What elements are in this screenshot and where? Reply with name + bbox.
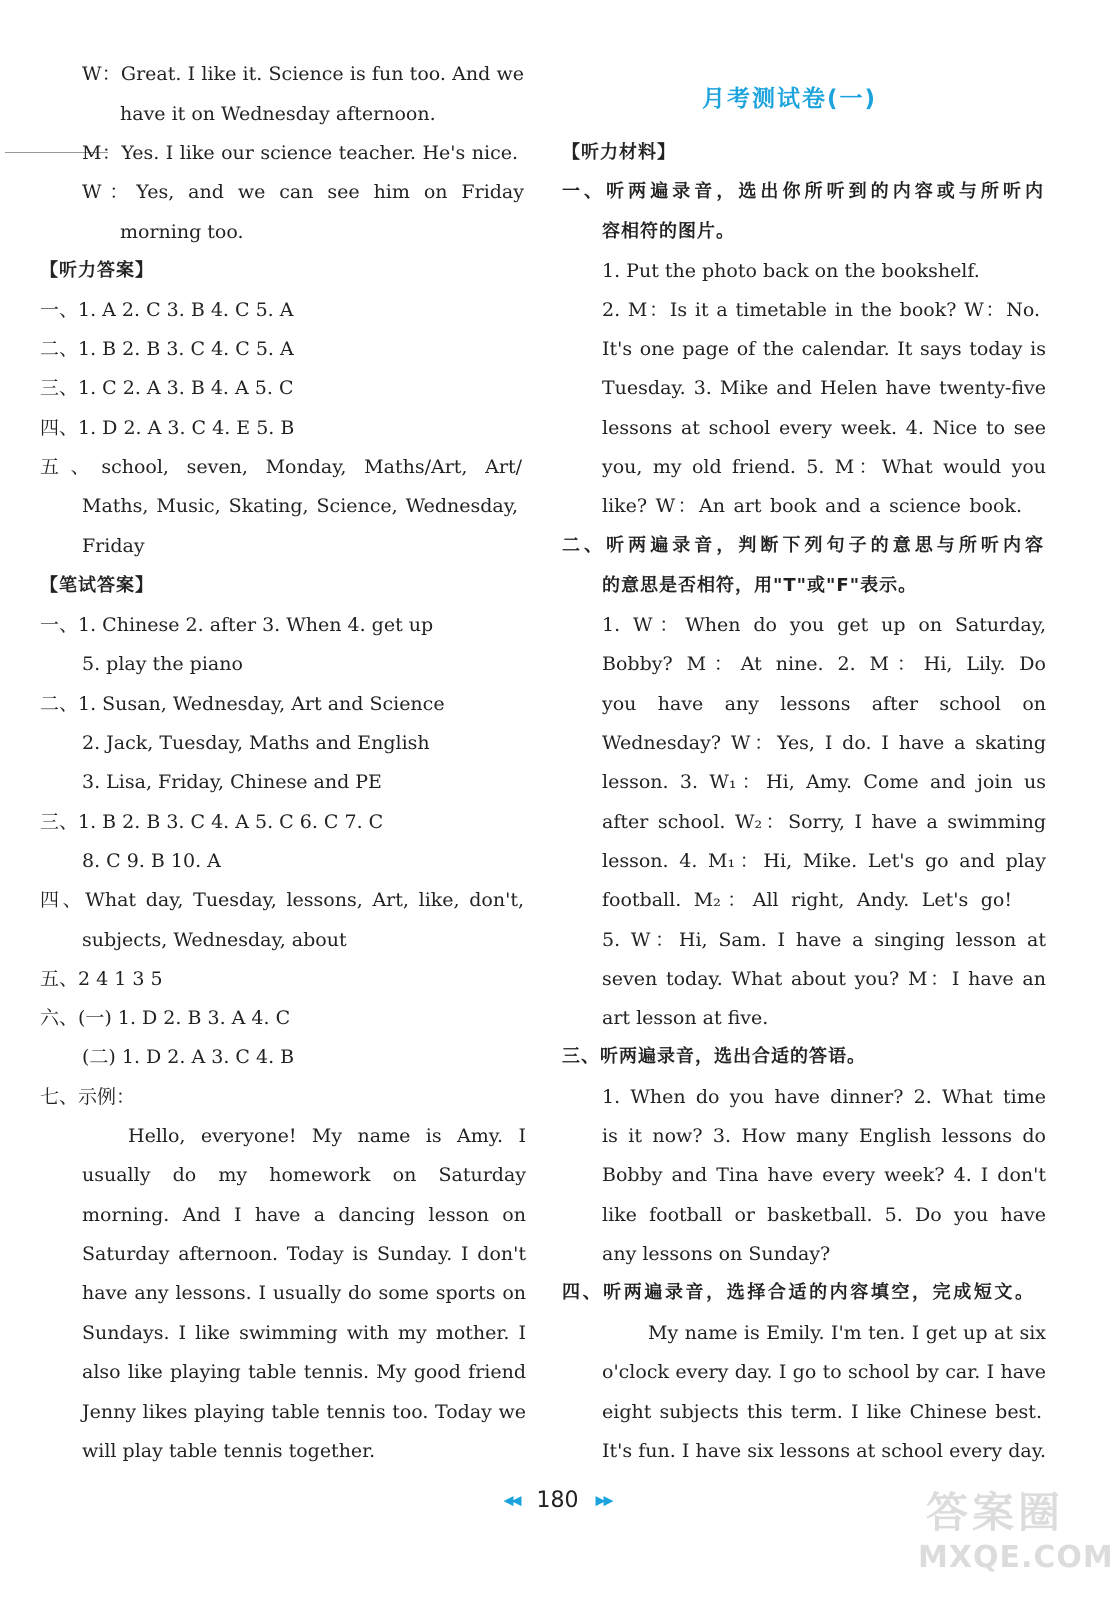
material-line: Bobby and Tina have every week? 4. I don't (602, 1164, 1046, 1186)
passage-line: o'clock every day. I go to school by car. I have (602, 1361, 1046, 1383)
answer-line: 2. Jack, Tuesday, Maths and English (82, 732, 430, 754)
listening-answers-heading: 【听力答案】 (40, 260, 154, 281)
material-line: is it now? 3. How many English lessons do (602, 1125, 1046, 1147)
material-line: 5. W：Hi, Sam. I have a singing lesson at (602, 929, 1046, 951)
answer-line: Maths, Music, Skating, Science, Wednesday, (82, 495, 518, 517)
answer-line: Friday (82, 535, 145, 557)
material-line: seven today. What about you? M：I have an (602, 968, 1046, 990)
passage-line: It's fun. I have six lessons at school every day. (602, 1440, 1046, 1462)
material-line: Bobby? M：At nine. 2. M：Hi, Lily. Do (602, 653, 1046, 675)
essay-line: Saturday afternoon. Today is Sunday. I don't (82, 1243, 526, 1265)
essay-line: will play table tennis together. (82, 1440, 376, 1462)
watermark-text: 答案圈 (926, 1488, 1065, 1537)
page-title: 月考测试卷(一) (702, 86, 878, 112)
essay-line: have any lessons. I usually do some sports on (82, 1282, 526, 1304)
answer-line: 四、1. D 2. A 3. C 4. E 5. B (40, 417, 295, 439)
answer-line: 二、1. Susan, Wednesday, Art and Science (40, 693, 445, 715)
section-heading: 一、听两遍录音，选出你所听到的内容或与所听内 (562, 181, 1044, 202)
passage-line: My name is Emily. I'm ten. I get up at six (648, 1322, 1046, 1344)
essay-line: Jenny likes playing table tennis too. Today we (82, 1401, 526, 1423)
material-line: you, my old friend. 5. M：What would you (602, 456, 1046, 478)
section-heading: 四、听两遍录音，选择合适的内容填空，完成短文。 (562, 1282, 1034, 1303)
answer-line: 三、1. C 2. A 3. B 4. A 5. C (40, 377, 294, 399)
material-line: 1. Put the photo back on the bookshelf. (602, 260, 980, 282)
answer-line: 二、1. B 2. B 3. C 4. C 5. A (40, 338, 294, 360)
answer-line: 一、1. A 2. C 3. B 4. C 5. A (40, 299, 294, 321)
material-line: football. M₂：All right, Andy. Let's go! (602, 889, 1012, 911)
material-line: after school. W₂：Sorry, I have a swimming (602, 811, 1046, 833)
passage-line: eight subjects this term. I like Chinese best. (602, 1401, 1042, 1423)
written-answers-heading: 【笔试答案】 (40, 575, 154, 596)
material-line: any lessons on Sunday? (602, 1243, 831, 1265)
essay-line: also like playing table tennis. My good friend (82, 1361, 526, 1383)
material-line: Tuesday. 3. Mike and Helen have twenty-five (602, 377, 1046, 399)
answer-line: (二) 1. D 2. A 3. C 4. B (82, 1046, 295, 1068)
sample-essay-label: 七、示例： (40, 1086, 136, 1108)
answer-line: subjects, Wednesday, about (82, 929, 347, 951)
material-line: lessons at school every week. 4. Nice to see (602, 417, 1046, 439)
page-number: 180 (536, 1488, 579, 1513)
dialog-line: M：Yes. I like our science teacher. He's nice. (82, 142, 518, 164)
section-heading: 的意思是否相符，用"T"或"F"表示。 (602, 575, 918, 596)
next-arrows-icon: ▶▶ (595, 1493, 612, 1509)
answer-line: 8. C 9. B 10. A (82, 850, 221, 872)
answer-line: 三、1. B 2. B 3. C 4. A 5. C 6. C 7. C (40, 811, 384, 833)
essay-line: morning. And I have a dancing lesson on (82, 1204, 526, 1226)
watermark-url: MXQE.COM (918, 1540, 1114, 1575)
material-line: lesson. 4. M₁：Hi, Mike. Let's go and play (602, 850, 1046, 872)
material-line: you have any lessons after school on (602, 693, 1046, 715)
answer-line: 六、(一) 1. D 2. B 3. A 4. C (40, 1007, 291, 1029)
material-line: 1. When do you have dinner? 2. What time (602, 1086, 1046, 1108)
dialog-line: morning too. (120, 221, 244, 243)
section-heading: 二、听两遍录音，判断下列句子的意思与所听内容 (562, 535, 1044, 556)
answer-line: 5. play the piano (82, 653, 243, 675)
material-line: lesson. 3. W₁：Hi, Amy. Come and join us (602, 771, 1046, 793)
answer-line: 一、1. Chinese 2. after 3. When 4. get up (40, 614, 434, 636)
essay-line: Hello, everyone! My name is Amy. I (128, 1125, 526, 1147)
essay-line: Sundays. I like swimming with my mother. I (82, 1322, 526, 1344)
answer-line: 五、school, seven, Monday, Maths/Art, Art/ (40, 456, 522, 478)
dialog-line: W：Great. I like it. Science is fun too. And we (82, 63, 524, 85)
material-line: 2. M：Is it a timetable in the book? W：No. (602, 299, 1040, 321)
watermark-logo (918, 1480, 1114, 1590)
essay-line: usually do my homework on Saturday (82, 1164, 526, 1186)
material-line: 1. W：When do you get up on Saturday, (602, 614, 1046, 636)
dialog-line: have it on Wednesday afternoon. (120, 103, 436, 125)
material-line: art lesson at five. (602, 1007, 769, 1029)
material-line: like? W：An art book and a science book. (602, 495, 1022, 517)
answer-line: 3. Lisa, Friday, Chinese and PE (82, 771, 382, 793)
listening-material-heading: 【听力材料】 (562, 142, 676, 163)
dialog-line: W：Yes, and we can see him on Friday (82, 181, 524, 203)
answer-line: 五、2 4 1 3 5 (40, 968, 163, 990)
material-line: like football or basketball. 5. Do you have (602, 1204, 1046, 1226)
section-heading: 容相符的图片。 (602, 221, 735, 242)
material-line: It's one page of the calendar. It says today is (602, 338, 1046, 360)
prev-arrows-icon: ◀◀ (503, 1493, 520, 1509)
material-line: Wednesday? W：Yes, I do. I have a skating (602, 732, 1046, 754)
answer-line: 四、What day, Tuesday, lessons, Art, like, don't, (40, 889, 524, 911)
section-heading: 三、听两遍录音，选出合适的答语。 (562, 1046, 866, 1067)
